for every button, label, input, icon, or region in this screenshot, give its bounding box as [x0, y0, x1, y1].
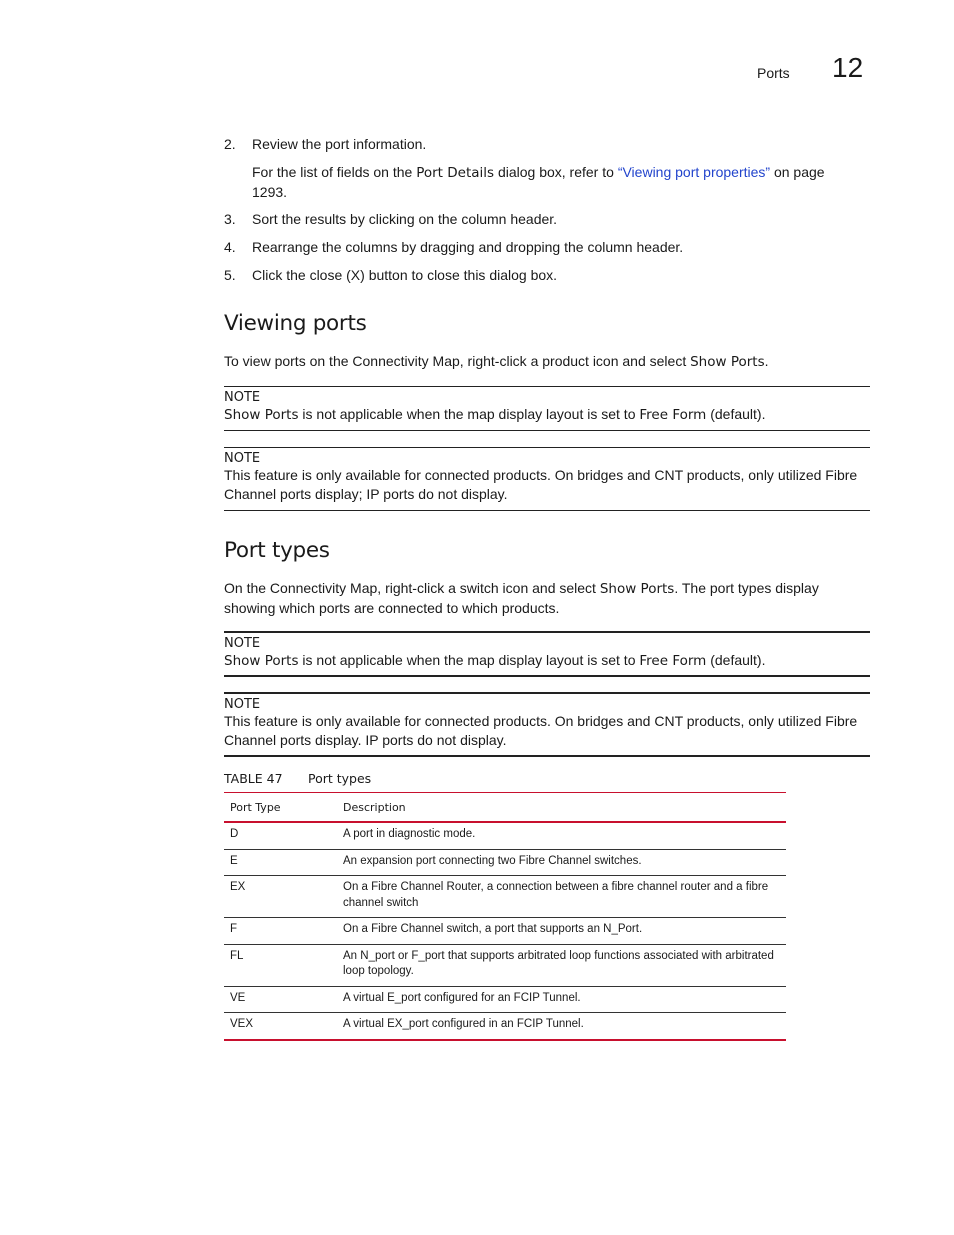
command-name: Show Ports — [224, 653, 299, 669]
note-text-part: is not applicable when the map display layout is set to — [298, 406, 640, 422]
step-text: Rearrange the columns by dragging and dropping the column header. — [252, 239, 684, 255]
step-number: 3. — [224, 211, 236, 227]
note-text — [224, 405, 870, 425]
column-header-description: Description — [337, 793, 786, 823]
intro-text: To view ports on the Connectivity Map, right-click a product icon and select — [224, 353, 691, 369]
note-text — [224, 651, 870, 671]
description-cell: A port in diagnostic mode. — [337, 822, 786, 849]
table-row — [224, 1013, 786, 1040]
note-text-part: (default). — [706, 652, 766, 668]
command-name: Show Ports — [224, 407, 299, 423]
table-header-row — [224, 793, 786, 823]
intro-text: . The port types display showing which ports are connected to which products. — [224, 580, 819, 616]
table-row — [224, 918, 786, 945]
port-types-table — [224, 792, 786, 1041]
port-type-cell: FL — [224, 944, 337, 986]
table-row — [224, 944, 786, 986]
note-box — [224, 447, 870, 511]
port-type-cell: D — [224, 822, 337, 849]
description-cell: A virtual EX_port configured in an FCIP Tunnel. — [337, 1013, 786, 1040]
note-label: NOTE — [224, 697, 261, 712]
table-label: TABLE 47 — [224, 771, 283, 786]
running-header-section: Ports — [757, 65, 790, 81]
note-text: This feature is only available for connected products. On bridges and CNT products, only utilized Fibre Channel ports display; IP ports do not display. — [224, 467, 858, 502]
description-cell: A virtual E_port configured for an FCIP Tunnel. — [337, 986, 786, 1013]
table-row — [224, 876, 786, 918]
step-number: 5. — [224, 267, 236, 283]
description-cell: An expansion port connecting two Fibre Channel switches. — [337, 849, 786, 876]
note-text-part: (default). — [706, 406, 766, 422]
note-label: NOTE — [224, 636, 261, 651]
note-box — [224, 631, 870, 677]
note-label: NOTE — [224, 451, 261, 466]
dialog-name: Port Details — [416, 165, 495, 181]
note-box — [224, 386, 870, 431]
intro-text: On the Connectivity Map, right-click a switch icon and select — [224, 580, 600, 596]
port-type-cell: VEX — [224, 1013, 337, 1040]
detail-text: For the list of fields on the — [252, 164, 417, 180]
port-type-cell: VE — [224, 986, 337, 1013]
step-number: 2. — [224, 136, 236, 152]
step-text: Click the close (X) button to close this dialog box. — [252, 267, 558, 283]
table-row — [224, 822, 786, 849]
command-name: Free Form — [639, 653, 707, 669]
intro-text: . — [764, 353, 769, 369]
table-row — [224, 986, 786, 1013]
cross-reference-link[interactable]: “Viewing port properties” — [617, 164, 771, 180]
description-cell: On a Fibre Channel switch, a port that supports an N_Port. — [337, 918, 786, 945]
description-cell: An N_port or F_port that supports arbitrated loop functions associated with arbitrated loop topology. — [337, 944, 786, 986]
note-box — [224, 692, 870, 757]
detail-text: on page 1293. — [252, 164, 825, 200]
note-label: NOTE — [224, 390, 261, 405]
table-title: Port types — [308, 771, 372, 786]
step-detail — [252, 163, 832, 201]
section-heading-viewing-ports: Viewing ports — [224, 311, 367, 336]
viewing-ports-intro — [224, 352, 864, 372]
port-type-cell: EX — [224, 876, 337, 918]
section-heading-port-types: Port types — [224, 538, 330, 563]
note-text-part: is not applicable when the map display layout is set to — [298, 652, 640, 668]
step-text: Review the port information. — [252, 136, 427, 152]
port-type-cell: E — [224, 849, 337, 876]
step-number: 4. — [224, 239, 236, 255]
port-types-intro — [224, 579, 854, 617]
column-header-port-type: Port Type — [224, 793, 337, 823]
detail-text: dialog box, refer to — [494, 164, 618, 180]
chapter-number: 12 — [832, 52, 864, 83]
table-row — [224, 849, 786, 876]
description-cell: On a Fibre Channel Router, a connection between a fibre channel router and a fibre channel switch — [337, 876, 786, 918]
note-text: This feature is only available for connected products. On bridges and CNT products, only utilized Fibre Channel ports display. IP ports do not display. — [224, 713, 858, 748]
command-name: Free Form — [639, 407, 707, 423]
command-name: Show Ports — [690, 354, 765, 370]
port-type-cell: F — [224, 918, 337, 945]
command-name: Show Ports — [599, 581, 675, 597]
step-text: Sort the results by clicking on the column header. — [252, 211, 558, 227]
